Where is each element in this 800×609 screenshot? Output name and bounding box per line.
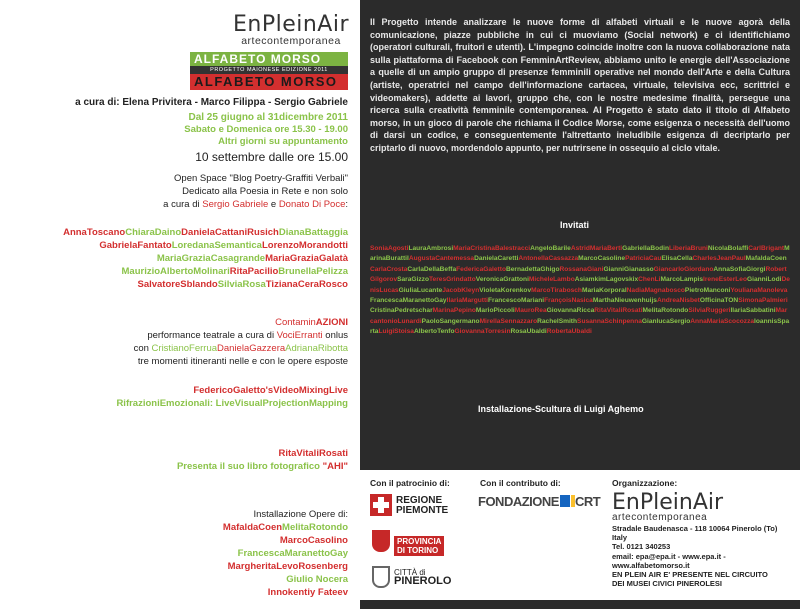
invitato-name: JacobKleyn: [442, 286, 480, 294]
invitato-name: FrancescoMariani: [488, 297, 545, 305]
invitato-name: ElisaCella: [661, 255, 693, 263]
person-name: Innokentiy Fateev: [267, 587, 348, 598]
invitato-name: GianlucaSergio: [641, 317, 691, 325]
video-subtitle: RifrazioniEmozionali: LiveVisualProjectionMapping: [116, 398, 348, 409]
invitato-name: CristinaPedretschar: [370, 307, 433, 315]
name-row: [63, 278, 348, 291]
book-author: RitaVitaliRosati: [278, 448, 348, 459]
invitato-name: MarcoTirabosch: [531, 286, 582, 294]
invitato-name: VeronicaGrattoni: [475, 276, 529, 284]
invitato-name: MarcoLampis: [660, 276, 704, 284]
person-name: MaurizioAlbertoMolinari: [121, 266, 230, 277]
regione-piemonte-logo: [370, 494, 450, 520]
invitato-name: GabriellaBodin: [622, 245, 670, 252]
person-name: DianaBattaggia: [278, 227, 348, 238]
logo-main-text: EnPleinAir: [232, 12, 350, 37]
person-name: ChiaraDaino: [125, 227, 182, 238]
regione-cross-icon: [370, 494, 392, 516]
invitato-name: CharlesJeanPaul: [692, 255, 746, 263]
person-name: DanielaCattaniRusich: [181, 227, 279, 238]
name-row: [63, 226, 348, 239]
person-name: MariaGraziaCasagrande: [156, 253, 266, 264]
name-row: [223, 547, 348, 560]
invitato-name: GianniGianasso: [603, 265, 654, 273]
person-name: AnnaToscano: [63, 227, 126, 238]
name-row: [223, 573, 348, 586]
logo-sub-text: artecontemporanea: [241, 35, 341, 47]
installation-artists: [223, 521, 348, 599]
contact-line: Tel. 0121 340253: [612, 542, 671, 552]
invitato-name: MarcoCasoline: [578, 255, 626, 263]
name-row: [63, 239, 348, 252]
dates: Dal 25 giugno al 31dicembre 2011: [188, 112, 348, 123]
invitato-name: VioletaKorenkov: [479, 286, 532, 294]
book-description: Presenta il suo libro fotografico "AHI": [176, 461, 348, 472]
invitato-name: SusannaSchinpenna: [577, 317, 642, 325]
invitato-name: MauroRea: [514, 307, 547, 315]
invitato-name: AngeloBarile: [530, 245, 571, 252]
invitato-name: MelitaRotondo: [642, 307, 689, 315]
video-block: [116, 384, 348, 410]
installation-title: Installazione Opere di:: [253, 509, 348, 520]
crt-blue-square-icon: [560, 495, 570, 507]
invitato-name: AnnaMariaScocozza: [690, 317, 755, 325]
person-name: BrunellaPelizza: [278, 266, 348, 277]
invitato-name: MicheleLambo: [528, 276, 575, 284]
invitato-name: SoniaAgosti: [370, 245, 409, 252]
person-name: SalvatoreSblando: [137, 279, 218, 290]
person-name: LorenzoMorandotti: [261, 240, 348, 251]
left-panel: [0, 0, 360, 609]
invitato-name: CarlaDellaBeffa: [407, 265, 457, 273]
invitato-name: RitaVitaliRosati: [594, 307, 643, 315]
performance-cast: con CristianoFerruaDanielaGazzeraAdrianaRibotta: [133, 343, 348, 354]
performance-title: ContaminAZIONI: [275, 317, 348, 328]
invitato-name: OfficinaTON: [699, 297, 739, 305]
bottom-strip: [360, 600, 800, 609]
provincia-text: PROVINCIA DI TORINO: [394, 536, 444, 556]
badge-top: ALFABETO MORSO: [190, 52, 348, 66]
organizzazione-label: Organizzazione:: [612, 478, 678, 488]
invitato-name: GiancarloGiordano: [653, 265, 714, 273]
invitato-name: CarlaCrosta: [370, 265, 408, 273]
invitato-name: MarinaBurattiI: [370, 245, 790, 263]
invitato-name: LiberiaBruni: [669, 245, 708, 252]
name-row: [223, 586, 348, 599]
provincia-torino-logo: [370, 530, 450, 556]
invitato-name: AndreaNisbet: [656, 297, 700, 305]
sculpture-label: Installazione-Scultura di Luigi Aghemo: [478, 404, 644, 414]
citta-pinerolo-logo: [370, 566, 450, 590]
project-description: Il Progetto intende analizzare le nuove forme di alfabeti virtuali e le nuove agorà della comunicazione, piazze pubbliche in cui ci muoviamo (Social network) e ci identifichiamo (operatori culturali, fruitori e utenti). L'impegno coincide inoltre con la nuova collaborazione nata sulla piattaforma di Facebook con FemminArtReview, abbiamo unito le energie dell'Associazione a quelle di un ampio gruppo di presenze femminili operative nel mondo dell'Arte e della Cultura (artiste, operatrici nel campo dell'informazione cartacea, virtuale, televisiva ecc, scrittrici e videomakers), addette ai lavori, gruppo che, con le nostre medesime finalità, persegue una ricerca sulla creatività femminile contemporanea. Al Progetto è stato dato il titolo di Alfabeto morso, in un gioco di parole che richiama il Codice Morse, come esigenza o necessità dell'uomo di darsi un codice, e conseguentemente l'altrettanto ineludibile esigenza di decriptarlo per criptarlo di nuovo, mordendolo appunto, per nutrirsene in ossequio al ciclo vitale.: [370, 17, 790, 153]
invitato-name: DanielaCaretti: [474, 255, 519, 263]
contact-line: email: epa@epa.it - www.epa.it -: [612, 551, 726, 561]
person-name: MafaldaCoen: [222, 522, 283, 533]
invitato-name: AnnaSofiaGiorgi: [713, 265, 766, 273]
person-name: Giulio Nocera: [286, 574, 348, 585]
organizer-contact: [612, 524, 797, 588]
invitato-name: CarlBrigant: [748, 245, 785, 252]
invitato-name: IoannisSparta: [370, 317, 790, 336]
invitato-name: LuigiStoisa: [378, 328, 414, 336]
person-name: RitaPacilio: [229, 266, 279, 277]
invitato-name: MariaKorporal: [581, 286, 627, 294]
fondazione-crt-logo: FONDAZIONE CRT: [478, 494, 601, 509]
invitato-name: RosaUbaldi: [510, 328, 547, 336]
name-row: [223, 521, 348, 534]
invitato-name: FrançoisNasica: [544, 297, 593, 305]
invitato-name: NicolaBolaffi: [707, 245, 749, 252]
invitato-name: GiovannaTorresin: [454, 328, 511, 336]
book-block: [177, 447, 348, 473]
name-row: [223, 534, 348, 547]
pinerolo-text: CITTÀ di PINEROLO: [394, 568, 452, 587]
invitato-name: DenisLucas: [370, 276, 790, 294]
organizer-logo: [612, 490, 723, 523]
invitato-name: PaoloSangermano: [421, 317, 480, 325]
invitato-name: MariaCristinaBalestracci: [453, 245, 531, 252]
invitato-name: MarinaPepino: [432, 307, 476, 315]
badge-middle: PROGETTO MAIONESE EDIZIONE 2011: [190, 66, 348, 74]
performance-curator: performance teatrale a cura di VociErranti onlus: [147, 330, 348, 341]
invitato-name: SilviaRuggeri: [688, 307, 731, 315]
invitato-name: TeresGrindatto: [429, 276, 476, 284]
invitato-name: IlariaSabbatini: [730, 307, 776, 315]
regione-text: REGIONE PIEMONTE: [396, 495, 449, 516]
invitato-name: RobertaUbaldi: [546, 328, 592, 336]
person-name: SilviaRosa: [217, 279, 266, 290]
curators: a cura di: Elena Privitera - Marco Filippa - Sergio Gabriele: [75, 97, 348, 108]
invitato-name: IlariaMargutti: [446, 297, 489, 305]
provincia-shield-icon: [372, 530, 390, 552]
invitato-name: AugustaCantemessa: [408, 255, 475, 263]
invitato-name: GiuliaLucante: [398, 286, 443, 294]
contributo-label: Con il contributo di:: [480, 478, 561, 488]
patrocinio-label: Con il patrocinio di:: [370, 478, 450, 488]
invitato-name: MirellaSennazzaro: [479, 317, 538, 325]
contact-line: Stradale Baudenasca - 118 10064 Pinerolo (To): [612, 524, 778, 533]
invitato-name: AlbertoTenfo: [413, 328, 455, 336]
invitato-name: MafaldaCoen: [745, 255, 787, 263]
openspace-curators: a cura di Sergio Gabriele e Donato Di Poce:: [163, 199, 348, 210]
invitato-name: RobertGilgorov: [370, 265, 787, 284]
invitato-name: AsiamkimLagovskix: [574, 276, 639, 284]
badge-bottom: ALFABETO MORSO: [190, 74, 348, 90]
invitato-name: BernadettaGhigo: [505, 265, 560, 273]
invitato-name: RossanaGiani: [559, 265, 604, 273]
invitato-name: IreneEsterLeo: [703, 276, 747, 284]
organizer-logo-sub: artecontemporanea: [612, 512, 708, 523]
enpleinair-logo: [226, 12, 356, 47]
openspace-title: Open Space "Blog Poetry-Graffiti Verbali": [174, 173, 348, 184]
invitato-name: SimonaPalmieri: [738, 297, 788, 305]
contact-line: EN PLEIN AIR E' PRESENTE NEL CIRCUITO: [612, 570, 768, 580]
pinerolo-crest-icon: [372, 566, 390, 588]
person-name: MariaGraziaGalatà: [265, 253, 348, 264]
performance-note: tre momenti itineranti nelle e con le opere esposte: [137, 356, 348, 367]
invitato-name: AntonellaCassazza: [518, 255, 579, 263]
openspace-block: [163, 172, 348, 211]
invitato-name: MarioPiccoli: [475, 307, 515, 315]
extra-days: Altri giorni su appuntamento: [218, 136, 348, 147]
invitato-name: MarthaNieuwenhuijs: [592, 297, 657, 305]
name-row: [223, 560, 348, 573]
person-name: MarcoCasolino: [279, 535, 348, 546]
person-name: GabrielaFantato: [99, 240, 172, 251]
invitato-name: FedericaGaletto: [456, 265, 506, 273]
installation-block: [223, 508, 348, 599]
contact-line: DEI MUSEI CIVICI PINEROLESI: [612, 579, 723, 589]
invitati-label: Invitati: [560, 220, 590, 230]
contact-line: Italy: [612, 533, 628, 543]
contact-line: www.alfabetomorso.it: [612, 560, 690, 570]
invitato-name: MarcantonioLunardi: [370, 307, 788, 325]
person-name: TizianaCeraRosco: [265, 279, 348, 290]
invitato-name: PietroManconi: [684, 286, 731, 294]
invitato-name: FrancescaMaranettoGay: [370, 297, 447, 305]
artists-list: [63, 226, 348, 291]
name-row: [63, 252, 348, 265]
organizer-logo-main: EnPleinAir: [612, 490, 724, 515]
person-name: MelitaRotondo: [282, 522, 348, 533]
name-row: [63, 265, 348, 278]
person-name: MargheritaLevoRosenberg: [227, 561, 348, 572]
person-name: FrancescaMaranettoGay: [237, 548, 348, 559]
invitato-name: NadiaMagnabosco: [626, 286, 685, 294]
invitato-name: YoulianaManoleva: [730, 286, 788, 294]
event-date: 10 settembre dalle ore 15.00: [195, 150, 348, 164]
invitato-name: GianniLodi: [747, 276, 782, 284]
invitati-list: [370, 244, 790, 338]
invitato-name: ChenLi: [638, 276, 661, 284]
person-name: LoredanaSemantica: [171, 240, 262, 251]
performance-block: [134, 316, 348, 368]
times: Sabato e Domenica ore 15.30 - 19.00: [184, 124, 348, 135]
openspace-subtitle: Dedicato alla Poesia in Rete e non solo: [182, 186, 348, 197]
invitato-name: PatriciaCau: [625, 255, 662, 263]
invitato-name: GiovannaRicca: [546, 307, 595, 315]
alfabeto-morso-badge: [190, 52, 348, 92]
invitato-name: AstridMariaBerti: [570, 245, 623, 252]
invitato-name: RachelSmith: [537, 317, 578, 325]
invitato-name: SaraGizzo: [397, 276, 429, 284]
video-title: FedericoGaletto'sVideoMixingLive: [193, 385, 348, 396]
invitato-name: LauraAmbrosi: [408, 245, 454, 252]
